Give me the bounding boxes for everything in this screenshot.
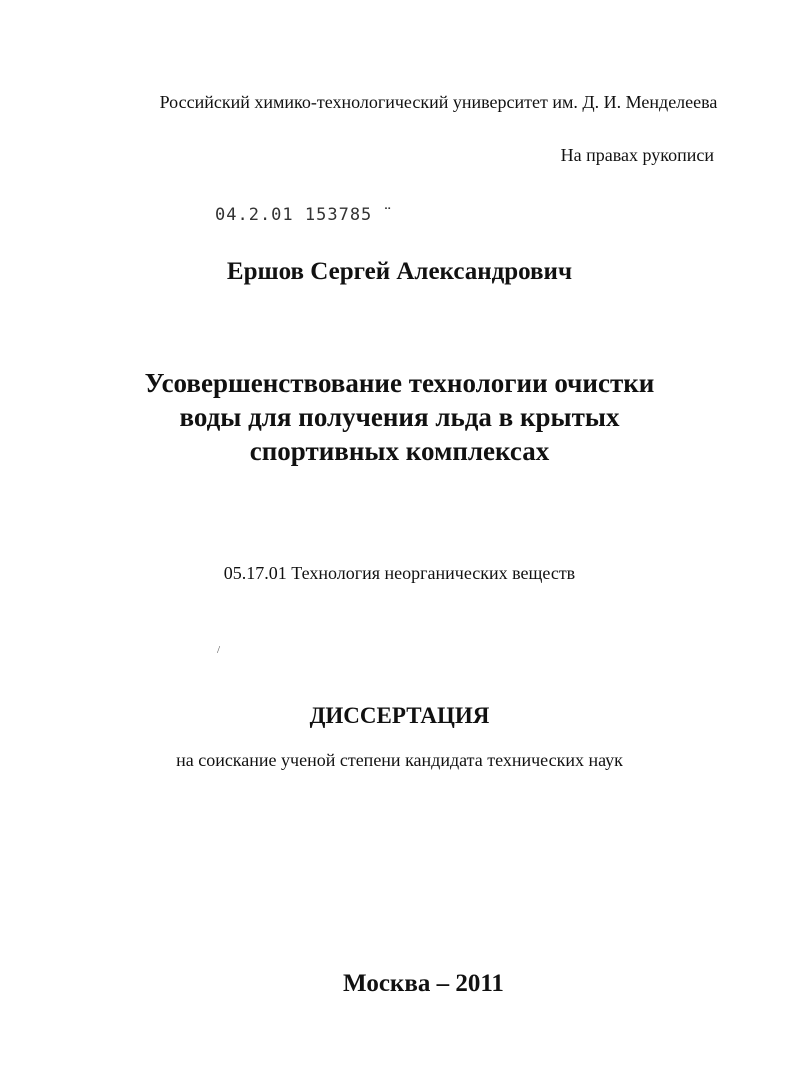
document-type: ДИССЕРТАЦИЯ xyxy=(309,703,490,728)
archive-stamp-code: 04.2.01 153785 ̈ xyxy=(215,205,384,225)
author-name: Ершов Сергей Александрович xyxy=(226,258,573,285)
specialty-code: 05.17.01 Технология неорганических веществ xyxy=(223,563,576,583)
title-line: спортивных комплексах xyxy=(249,436,550,466)
title-line: Усовершенствование технологии очистки xyxy=(144,368,655,398)
dissertation-title xyxy=(0,366,799,468)
city-year: Москва – 2011 xyxy=(343,970,504,997)
stray-pen-mark: / xyxy=(217,644,221,656)
degree-statement: на соискание ученой степени кандидата технических наук xyxy=(176,750,623,770)
university-name: Российский химико-технологический университет им. Д. И. Менделеева xyxy=(159,92,718,112)
title-line: воды для получения льда в крытых xyxy=(179,402,620,432)
manuscript-note: На правах рукописи xyxy=(560,145,714,165)
